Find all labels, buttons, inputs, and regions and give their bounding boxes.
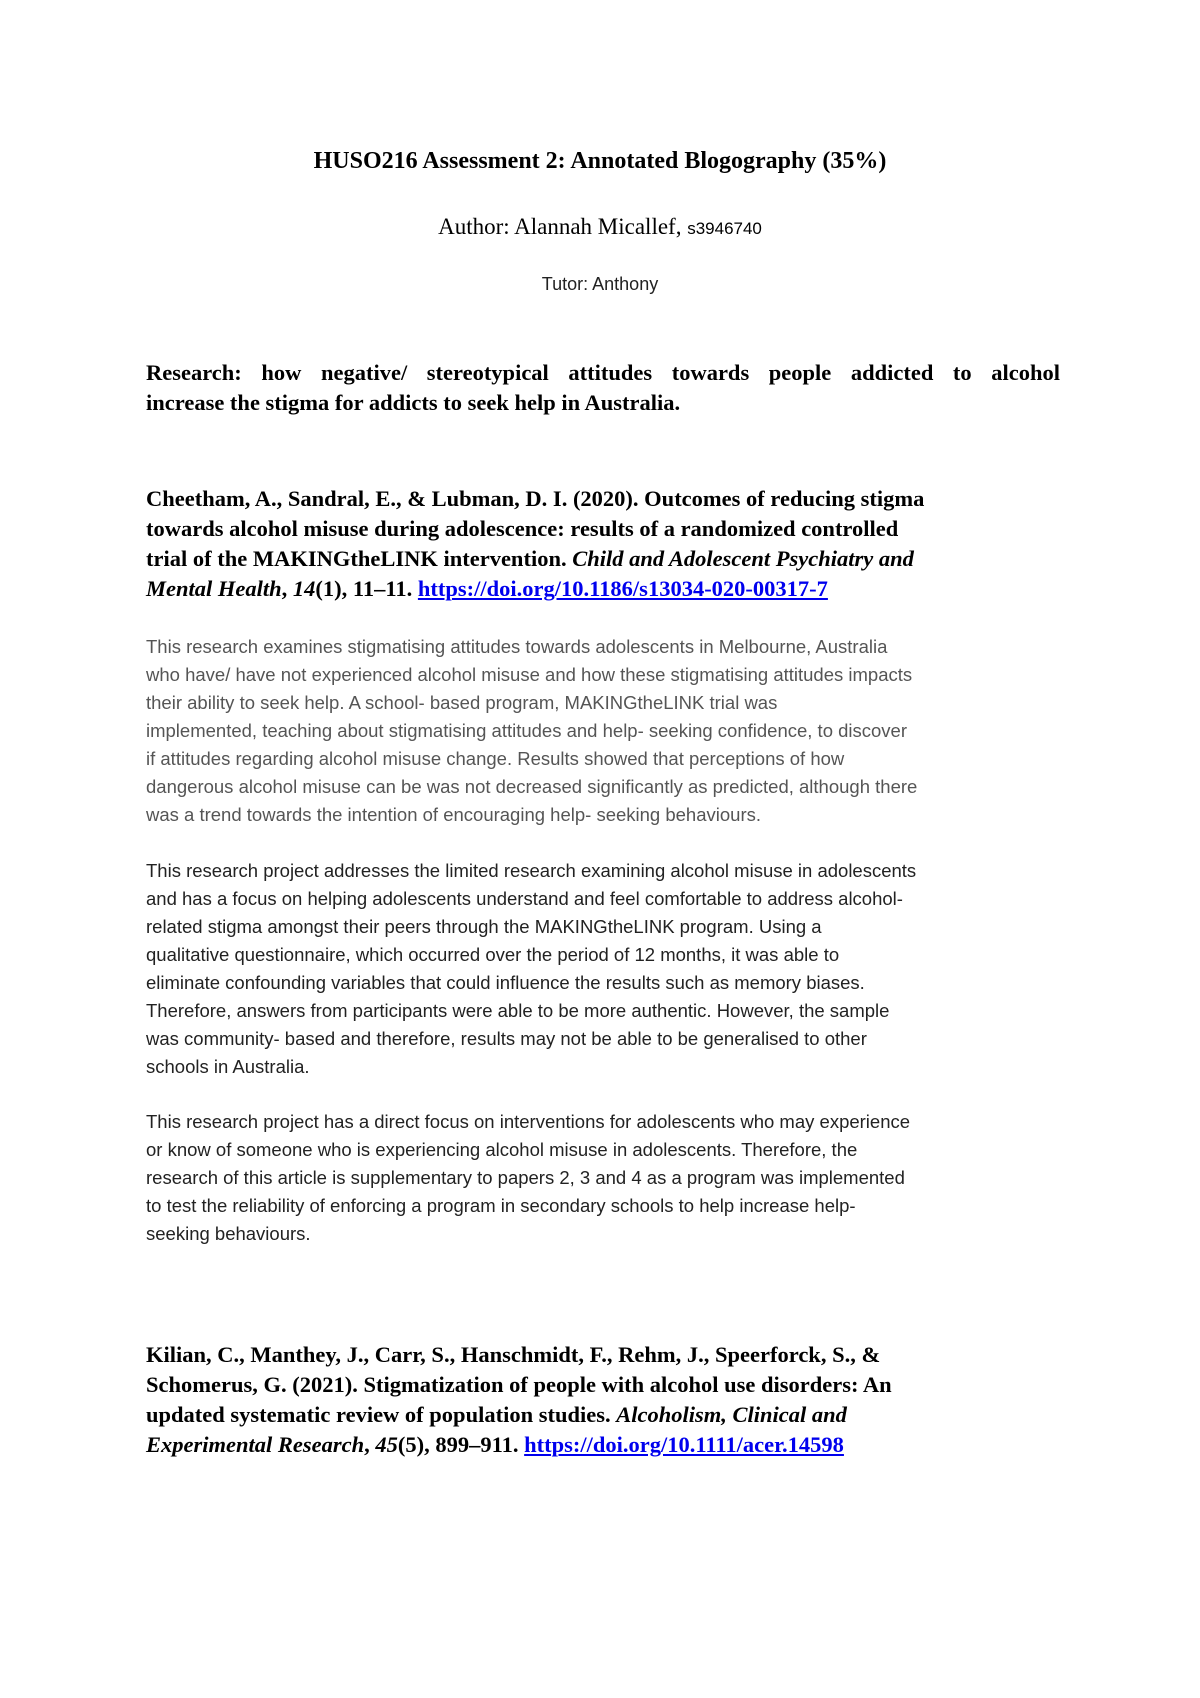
paragraph-line: dangerous alcohol misuse can be was not decreased significantly as predicted, although there	[146, 776, 918, 797]
paragraph-line: seeking behaviours.	[146, 1223, 311, 1244]
tutor-line: Tutor: Anthony	[541, 274, 659, 294]
issue-pages: (1), 11–11.	[315, 576, 418, 601]
reference-title-part: updated systematic review of population studies.	[146, 1402, 617, 1427]
journal-name: Mental Health	[146, 576, 282, 601]
paragraph-line: This research project addresses the limited research examining alcohol misuse in adolescents	[146, 860, 917, 881]
reference-line: Kilian, C., Manthey, J., Carr, S., Hanschmidt, F., Rehm, J., Speerforck, S., &	[146, 1342, 881, 1367]
reference-line	[146, 544, 1060, 574]
separator: ,	[364, 1432, 376, 1457]
separator: ,	[281, 576, 293, 601]
reference-title-part: trial of the MAKINGtheLINK intervention.	[146, 546, 573, 571]
journal-name: Alcoholism, Clinical and	[616, 1402, 847, 1427]
journal-name: Experimental Research	[146, 1432, 365, 1457]
journal-name: Child and Adolescent Psychiatry and	[572, 546, 914, 571]
annotation-paragraph-evaluation	[146, 857, 1060, 1081]
paragraph-line: eliminate confounding variables that could influence the results such as memory biases.	[146, 972, 865, 993]
author-name: Author: Alannah Micallef,	[438, 214, 682, 239]
student-id: s3946740	[687, 219, 762, 238]
volume-number: 45	[375, 1432, 398, 1457]
author-line	[0, 214, 1200, 240]
paragraph-line: Therefore, answers from participants were able to be more authentic. However, the sample	[146, 1000, 890, 1021]
research-question-line: Research: how negative/ stereotypical attitudes towards people addicted to alcohol	[146, 360, 1060, 385]
paragraph-line: to test the reliability of enforcing a program in secondary schools to help increase help-	[146, 1195, 856, 1216]
paragraph-line: was a trend towards the intention of encouraging help- seeking behaviours.	[146, 804, 761, 825]
reference-2	[146, 1340, 1060, 1460]
research-question	[146, 358, 1060, 418]
doi-link[interactable]: https://doi.org/10.1111/acer.14598	[524, 1432, 844, 1457]
reference-line: towards alcohol misuse during adolescence: results of a randomized controlled	[146, 516, 899, 541]
annotation-paragraph-relevance	[146, 1108, 1060, 1248]
reference-line	[146, 574, 1060, 604]
paragraph-line: qualitative questionnaire, which occurred over the period of 12 months, it was able to	[146, 944, 840, 965]
reference-line: Cheetham, A., Sandral, E., & Lubman, D. I. (2020). Outcomes of reducing stigma	[146, 486, 925, 511]
paragraph-line: if attitudes regarding alcohol misuse change. Results showed that perceptions of how	[146, 748, 845, 769]
paragraph-line: This research project has a direct focus on interventions for adolescents who may experience	[146, 1111, 911, 1132]
paragraph-line: was community- based and therefore, results may not be able to be generalised to other	[146, 1028, 867, 1049]
paragraph-line: related stigma amongst their peers through the MAKINGtheLINK program. Using a	[146, 916, 822, 937]
reference-line	[146, 1400, 1060, 1430]
research-question-line: increase the stigma for addicts to seek help in Australia.	[146, 390, 681, 415]
issue-pages: (5), 899–911.	[397, 1432, 525, 1457]
paragraph-line: and has a focus on helping adolescents understand and feel comfortable to address alcohol-	[146, 888, 903, 909]
paragraph-line: research of this article is supplementary to papers 2, 3 and 4 as a program was implemented	[146, 1167, 905, 1188]
reference-line	[146, 1430, 1060, 1460]
reference-line: Schomerus, G. (2021). Stigmatization of people with alcohol use disorders: An	[146, 1372, 892, 1397]
paragraph-line: This research examines stigmatising attitudes towards adolescents in Melbourne, Australia	[146, 636, 888, 657]
paragraph-line: schools in Australia.	[146, 1056, 310, 1077]
annotation-paragraph-summary	[146, 633, 1060, 829]
paragraph-line: their ability to seek help. A school- based program, MAKINGtheLINK trial was	[146, 692, 778, 713]
document-title: HUSO216 Assessment 2: Annotated Blogography (35%)	[313, 148, 887, 174]
paragraph-line: implemented, teaching about stigmatising attitudes and help- seeking confidence, to discover	[146, 720, 908, 741]
reference-1	[146, 484, 1060, 604]
paragraph-line: who have/ have not experienced alcohol misuse and how these stigmatising attitudes impacts	[146, 664, 913, 685]
doi-link[interactable]: https://doi.org/10.1186/s13034-020-00317-7	[417, 576, 828, 601]
paragraph-line: or know of someone who is experiencing alcohol misuse in adolescents. Therefore, the	[146, 1139, 858, 1160]
volume-number: 14	[292, 576, 316, 601]
